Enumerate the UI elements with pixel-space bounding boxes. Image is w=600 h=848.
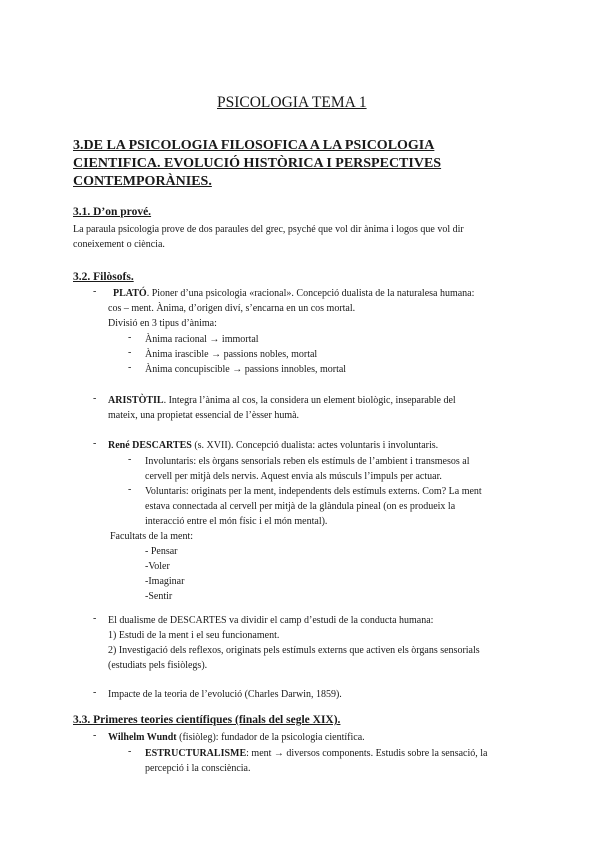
structuralism-line-1 bbox=[145, 746, 488, 761]
faculty-item: - Pensar bbox=[145, 546, 178, 557]
plato-line-1 bbox=[113, 286, 474, 301]
section-heading-3-1: 3.1. D’on prové. bbox=[73, 206, 152, 218]
evolution-line: Impacte de la teoria de l’evolució (Charles Darwin, 1859). bbox=[108, 689, 342, 700]
descartes-text: (s. XVII). Concepció dualista: actes voluntaris i involuntaris. bbox=[191, 440, 439, 451]
dualism-line-3: 2) Investigació dels reflexos, originats pels estímuls externs que activen els òrgans sensorials bbox=[108, 645, 480, 656]
chapter-heading-line-2: CIENTIFICA. EVOLUCIÓ HISTÒRICA I PERSPECTIVES bbox=[73, 156, 442, 171]
wundt-line bbox=[108, 730, 365, 745]
plato-text: . Pioner d’una psicologia «racional». Concepció dualista de la naturalesa humana: bbox=[146, 288, 475, 299]
section-heading-3-2: 3.2. Filòsofs. bbox=[73, 271, 134, 283]
faculty-item: -Voler bbox=[145, 561, 170, 572]
section-3-1-text-line-2: coneixement o ciència. bbox=[73, 239, 165, 250]
involuntary-line-1: Involuntaris: els òrgans sensorials reben els estímuls de l’ambient i transmesos al bbox=[145, 456, 470, 467]
soul-concupiscible: Ànima concupiscible → passions innobles, mortal bbox=[145, 364, 347, 375]
voluntary-line-3: interacció entre el món físic i el món mental). bbox=[145, 516, 328, 527]
dualism-line-2: 1) Estudi de la ment i el seu funcionament. bbox=[108, 630, 280, 641]
aristotil-line-1 bbox=[108, 393, 456, 408]
aristotil-line-2: mateix, una propietat essencial de l’èsser humà. bbox=[108, 410, 300, 421]
structuralism-line-2: percepció i la consciència. bbox=[145, 763, 251, 774]
sub-bullet-dash: - bbox=[128, 484, 132, 495]
plato-name: PLATÓ bbox=[113, 288, 147, 299]
plato-line-3: Divisió en 3 tipus d’ànima: bbox=[108, 318, 217, 329]
involuntary-line-2: cervell per mitjà dels nervis. Aquest envia als músculs l’impuls per actuar. bbox=[145, 471, 442, 482]
structuralism-text: : ment → diversos components. Estudis sobre la sensació, la bbox=[246, 748, 488, 759]
plato-line-2: cos – ment. Ànima, d’origen diví, s’encarna en un cos mortal. bbox=[108, 303, 356, 314]
sub-bullet-dash: - bbox=[128, 332, 132, 343]
bullet-dash: - bbox=[93, 687, 97, 698]
sub-bullet-dash: - bbox=[128, 454, 132, 465]
faculty-item: -Sentir bbox=[145, 591, 173, 602]
faculty-item: -Imaginar bbox=[145, 576, 185, 587]
descartes-name: René DESCARTES bbox=[108, 440, 192, 451]
soul-rational: Ànima racional → immortal bbox=[145, 334, 259, 345]
wundt-name: Wilhelm Wundt bbox=[108, 732, 177, 743]
faculties-heading: Facultats de la ment: bbox=[110, 531, 194, 542]
aristotil-text: . Integra l’ànima al cos, la considera un element biològic, inseparable del bbox=[163, 395, 456, 406]
voluntary-line-2: estava connectada al cervell per mitjà de la glàndula pineal (on es produeix la bbox=[145, 501, 456, 512]
bullet-dash: - bbox=[93, 613, 97, 624]
structuralism-name: ESTRUCTURALISME bbox=[145, 748, 247, 759]
chapter-heading-line-1: 3.DE LA PSICOLOGIA FILOSOFICA A LA PSICOLOGIA bbox=[73, 138, 435, 153]
sub-bullet-dash: - bbox=[128, 362, 132, 373]
descartes-line-1 bbox=[108, 438, 438, 453]
soul-irascible: Ànima irascible → passions nobles, mortal bbox=[145, 349, 318, 360]
aristotil-name: ARISTÒTIL bbox=[108, 395, 164, 406]
bullet-dash: - bbox=[93, 730, 97, 741]
section-heading-3-3: 3.3. Primeres teories científiques (finals del segle XIX). bbox=[73, 714, 341, 726]
bullet-dash: - bbox=[93, 438, 97, 449]
document-title: PSICOLOGIA TEMA 1 bbox=[217, 94, 367, 111]
wundt-text: (fisiòleg): fundador de la psicologia científica. bbox=[176, 732, 365, 743]
dualism-line-4: (estudiats pels fisiòlegs). bbox=[108, 660, 208, 671]
voluntary-line-1: Voluntaris: originats per la ment, independents dels estímuls externs. Com? La ment bbox=[145, 486, 482, 497]
sub-bullet-dash: - bbox=[128, 347, 132, 358]
bullet-dash: - bbox=[93, 286, 97, 297]
sub-bullet-dash: - bbox=[128, 746, 132, 757]
chapter-heading-line-3: CONTEMPORÀNIES. bbox=[73, 174, 212, 189]
dualism-line-1: El dualisme de DESCARTES va dividir el camp d’estudi de la conducta humana: bbox=[108, 615, 434, 626]
section-3-1-text-line-1: La paraula psicologia prove de dos paraules del grec, psyché que vol dir ànima i logos que vol dir bbox=[73, 224, 464, 235]
bullet-dash: - bbox=[93, 393, 97, 404]
